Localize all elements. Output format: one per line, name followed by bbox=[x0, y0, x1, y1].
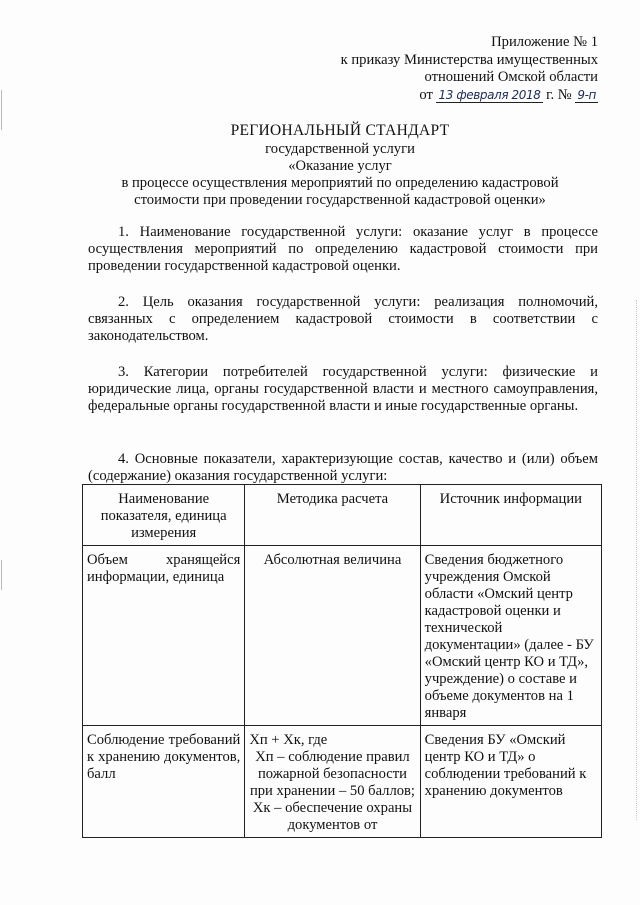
row2-indicator-name: Соблюдение требований к хранению документов, балл bbox=[83, 726, 245, 838]
appendix-date-line bbox=[278, 87, 598, 105]
appendix-order-ref: к приказу Министерства имущественных bbox=[340, 51, 598, 68]
row2-source: Сведения БУ «Омский центр КО и ТД» о соблюдении требований к хранению документов bbox=[420, 726, 601, 838]
handwritten-number: 9-п bbox=[577, 87, 596, 102]
scan-edge-dots bbox=[635, 300, 637, 820]
header-information-source: Источник информации bbox=[420, 485, 601, 546]
title-line-5: стоимости при проведении государственной кадастровой оценки» bbox=[134, 192, 546, 208]
paragraph-2: 2. Цель оказания государственной услуги: реализация полномочий, связанных с определением кадастровой стоимости в соответствии с законодательством. bbox=[88, 294, 598, 344]
document-title: РЕГИОНАЛЬНЫЙ СТАНДАРТ bbox=[230, 122, 450, 139]
row1-method: Абсолютная величина bbox=[245, 546, 420, 726]
table-row bbox=[83, 546, 602, 726]
handwritten-date: 13 февраля 2018 bbox=[438, 87, 541, 102]
document-title-block bbox=[60, 122, 620, 209]
indicators-table bbox=[82, 484, 602, 838]
date-prefix: от bbox=[419, 86, 433, 103]
table-header-row bbox=[83, 485, 602, 546]
scan-edge-mark bbox=[1, 560, 2, 590]
year-suffix: г. № bbox=[546, 86, 572, 103]
header-indicator-name: Наименование показателя, единица измерения bbox=[83, 485, 245, 546]
paragraph-3: 3. Категории потребителей государственной услуги: физические и юридические лица, органы государственной власти и местного самоуправления, федеральные органы государственной власти и иные государственные органы. bbox=[88, 364, 598, 414]
row2-method-formula: Хп + Хк, где bbox=[249, 732, 328, 748]
row2-method-security: Хк – обеспечение охраны документов от bbox=[252, 800, 413, 833]
row1-indicator-name: Объем хранящейся информации, единица bbox=[83, 546, 245, 726]
header-calculation-method: Методика расчета bbox=[245, 485, 420, 546]
title-line-2: государственной услуги bbox=[265, 141, 415, 157]
table-row bbox=[83, 726, 602, 838]
row2-method bbox=[245, 726, 420, 838]
title-line-4: в процессе осуществления мероприятий по определению кадастровой bbox=[121, 175, 559, 191]
scan-edge-mark bbox=[1, 90, 2, 130]
appendix-number: Приложение № 1 bbox=[491, 34, 598, 50]
row2-method-fire-safety: Хп – соблюдение правил пожарной безопасности при хранении – 50 баллов; bbox=[249, 749, 415, 799]
appendix-header bbox=[278, 34, 598, 104]
paragraph-4: 4. Основные показатели, характеризующие состав, качество и (или) объем (содержание) оказания государственной услуги: bbox=[88, 451, 598, 484]
row1-source: Сведения бюджетного учреждения Омской области «Омский центр кадастровой оценки и технической документации» (далее - БУ «Омский центр КО и ТД», учреждение) о составе и объеме документов на 1 января bbox=[420, 546, 601, 726]
title-line-3: «Оказание услуг bbox=[288, 158, 392, 174]
appendix-ministry: отношений Омской области bbox=[424, 69, 598, 85]
paragraph-1: 1. Наименование государственной услуги: оказание услуг в процессе осуществления мероприятий по определению кадастровой стоимости при проведении государственной кадастровой оценки. bbox=[88, 224, 598, 274]
